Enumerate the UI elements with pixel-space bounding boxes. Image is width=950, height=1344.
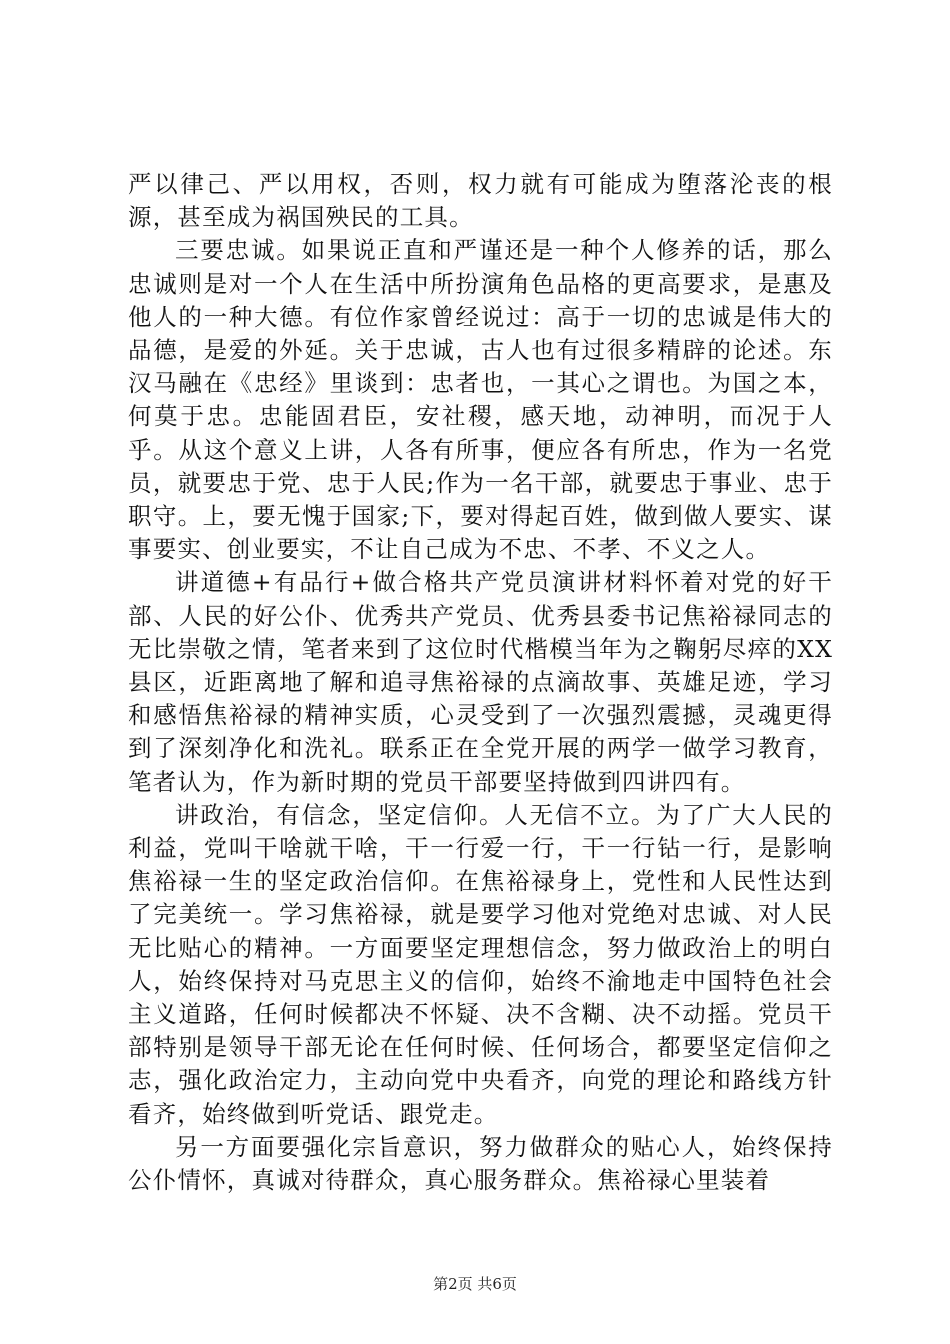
paragraph-speech-intro: 讲道德+有品行+做合格共产党员演讲材料怀着对党的好干部、人民的好公仆、优秀共产党员、优秀县委书记焦裕禄同志的无比崇敬之情，笔者来到了这位时代楷模当年为之鞠躬尽瘁的XX县区，近距离地了解和追寻焦裕禄的点滴故事、英雄足迹，学习和感悟焦裕禄的精神实质，心灵受到了一次强烈震撼，灵魂更得到了深刻净化和洗礼。联系正在全党开展的两学一做学习教育，笔者认为，作为新时期的党员干部要坚持做到四讲四有。 (128, 568, 833, 796)
document-body (128, 168, 833, 1197)
paragraph-politics: 讲政治，有信念，坚定信仰。人无信不立。为了广大人民的利益，党叫干啥就干啥，干一行爱一行，干一行钻一行，是影响焦裕禄一生的坚定政治信仰。在焦裕禄身上，党性和人民性达到了完美统一。学习焦裕禄，就是要学习他对党绝对忠诚、对人民无比贴心的精神。一方面要坚定理想信念，努力做政治上的明白人，始终保持对马克思主义的信仰，始终不渝地走中国特色社会主义道路，任何时候都决不怀疑、决不含糊、决不动摇。党员干部特别是领导干部无论在任何时候、任何场合，都要坚定信仰之志，强化政治定力，主动向党中央看齐，向党的理论和路线方针看齐，始终做到听党话、跟党走。 (128, 800, 833, 1128)
paragraph-continuation: 严以律己、严以用权，否则，权力就有可能成为堕落沦丧的根源，甚至成为祸国殃民的工具。 (128, 170, 833, 232)
paragraph-purpose: 另一方面要强化宗旨意识，努力做群众的贴心人，始终保持公仆情怀，真诚对待群众，真心服务群众。焦裕禄心里装着 (128, 1132, 833, 1195)
paragraph-loyalty: 三要忠诚。如果说正直和严谨还是一种个人修养的话，那么忠诚则是对一个人在生活中所扮演角色品格的更高要求，是惠及他人的一种大德。有位作家曾经说过：高于一切的忠诚是伟大的品德，是爱的外延。关于忠诚，古人也有过很多精辟的论述。东汉马融在《忠经》里谈到：忠者也，一其心之谓也。为国之本，何莫于忠。忠能固君臣，安社稷，感天地，动神明，而况于人乎。从这个意义上讲，人各有所事，便应各有所忠，作为一名党员，就要忠于党、忠于人民;作为一名干部，就要忠于事业、忠于职守。上，要无愧于国家;下，要对得起百姓，做到做人要实、谋事要实、创业要实，不让自己成为不忠、不孝、不义之人。 (128, 236, 833, 564)
page-footer: 第2页 共6页 (433, 1275, 517, 1293)
